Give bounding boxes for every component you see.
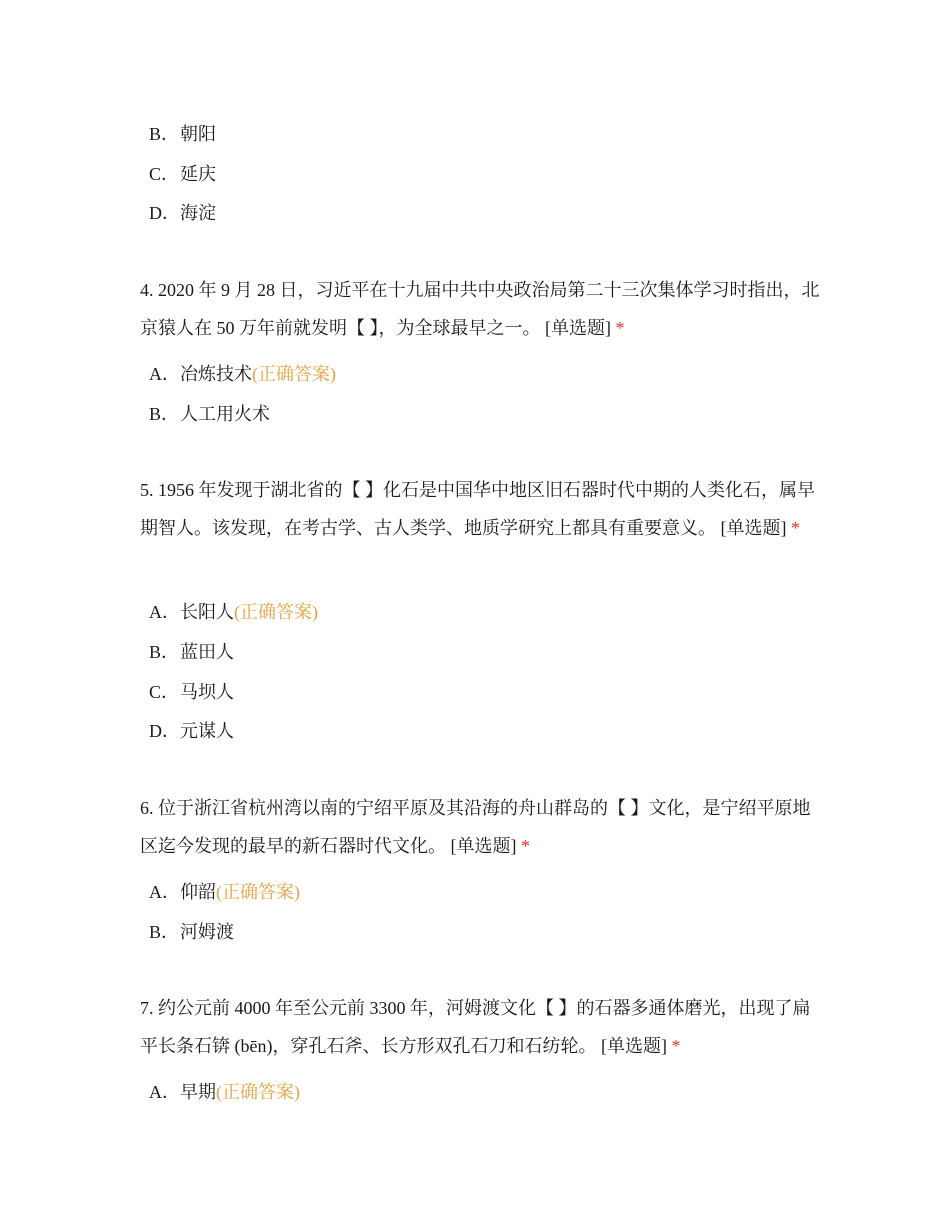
option-a xyxy=(149,1080,300,1104)
option-letter: D． xyxy=(149,721,180,741)
option-text: 马坝人 xyxy=(180,682,234,702)
option-text: 元谋人 xyxy=(180,721,234,741)
option-c xyxy=(149,680,234,704)
question-6-text xyxy=(140,789,820,865)
required-mark: * xyxy=(671,1036,681,1056)
option-c xyxy=(149,162,216,186)
question-type-label: [单选题] xyxy=(545,318,611,338)
option-letter: B． xyxy=(149,922,180,942)
option-text: 朝阳 xyxy=(180,124,216,144)
option-letter: C． xyxy=(149,682,180,702)
option-letter: A． xyxy=(149,882,180,902)
correct-answer-tag: (正确答案) xyxy=(216,882,300,902)
option-text: 早期 xyxy=(180,1082,216,1102)
option-letter: A． xyxy=(149,602,180,622)
option-text: 延庆 xyxy=(180,164,216,184)
correct-answer-tag: (正确答案) xyxy=(216,1082,300,1102)
option-a xyxy=(149,362,336,386)
option-d xyxy=(149,719,234,743)
question-stem: 6. 位于浙江省杭州湾以南的宁绍平原及其沿海的舟山群岛的【 】文化，是宁绍平原地区迄今发现的最早的新石器时代文化。 xyxy=(140,798,811,856)
option-text: 蓝田人 xyxy=(180,642,234,662)
option-text: 海淀 xyxy=(180,203,216,223)
option-b xyxy=(149,920,234,944)
correct-answer-tag: (正确答案) xyxy=(234,602,318,622)
option-b xyxy=(149,122,216,146)
question-stem: 5. 1956 年发现于湖北省的【 】化石是中国华中地区旧石器时代中期的人类化石，属早期智人。该发现，在考古学、古人类学、地质学研究上都具有重要意义。 xyxy=(140,480,815,538)
question-7-text xyxy=(140,989,820,1065)
option-d xyxy=(149,201,216,225)
question-type-label: [单选题] xyxy=(450,836,517,856)
option-b xyxy=(149,402,270,426)
option-text: 河姆渡 xyxy=(180,922,234,942)
option-b xyxy=(149,640,234,664)
option-letter: C． xyxy=(149,164,180,184)
required-mark: * xyxy=(791,518,800,538)
option-letter: B． xyxy=(149,124,180,144)
option-text: 长阳人 xyxy=(180,602,234,622)
option-letter: A． xyxy=(149,1082,180,1102)
correct-answer-tag: (正确答案) xyxy=(252,364,336,384)
question-type-label: [单选题] xyxy=(600,1036,667,1056)
option-text: 冶炼技术 xyxy=(180,364,252,384)
required-mark: * xyxy=(615,318,625,338)
option-text: 人工用火术 xyxy=(180,404,270,424)
option-a xyxy=(149,600,318,624)
option-letter: A． xyxy=(149,364,180,384)
question-stem: 4. 2020 年 9 月 28 日，习近平在十九届中共中央政治局第二十三次集体学习时指出，北京猿人在 50 万年前就发明【 】，为全球最早之一。 xyxy=(140,280,820,338)
question-stem: 7. 约公元前 4000 年至公元前 3300 年，河姆渡文化【 】的石器多通体磨光，出现了扁平长条石锛 (bēn)，穿孔石斧、长方形双孔石刀和石纺轮。 xyxy=(140,998,811,1056)
question-4-text xyxy=(140,271,820,347)
question-5-text xyxy=(140,471,820,547)
option-text: 仰韶 xyxy=(180,882,216,902)
option-letter: B． xyxy=(149,404,180,424)
option-a xyxy=(149,880,300,904)
question-type-label: [单选题] xyxy=(720,518,787,538)
required-mark: * xyxy=(521,836,530,856)
option-letter: D． xyxy=(149,203,180,223)
option-letter: B． xyxy=(149,642,180,662)
